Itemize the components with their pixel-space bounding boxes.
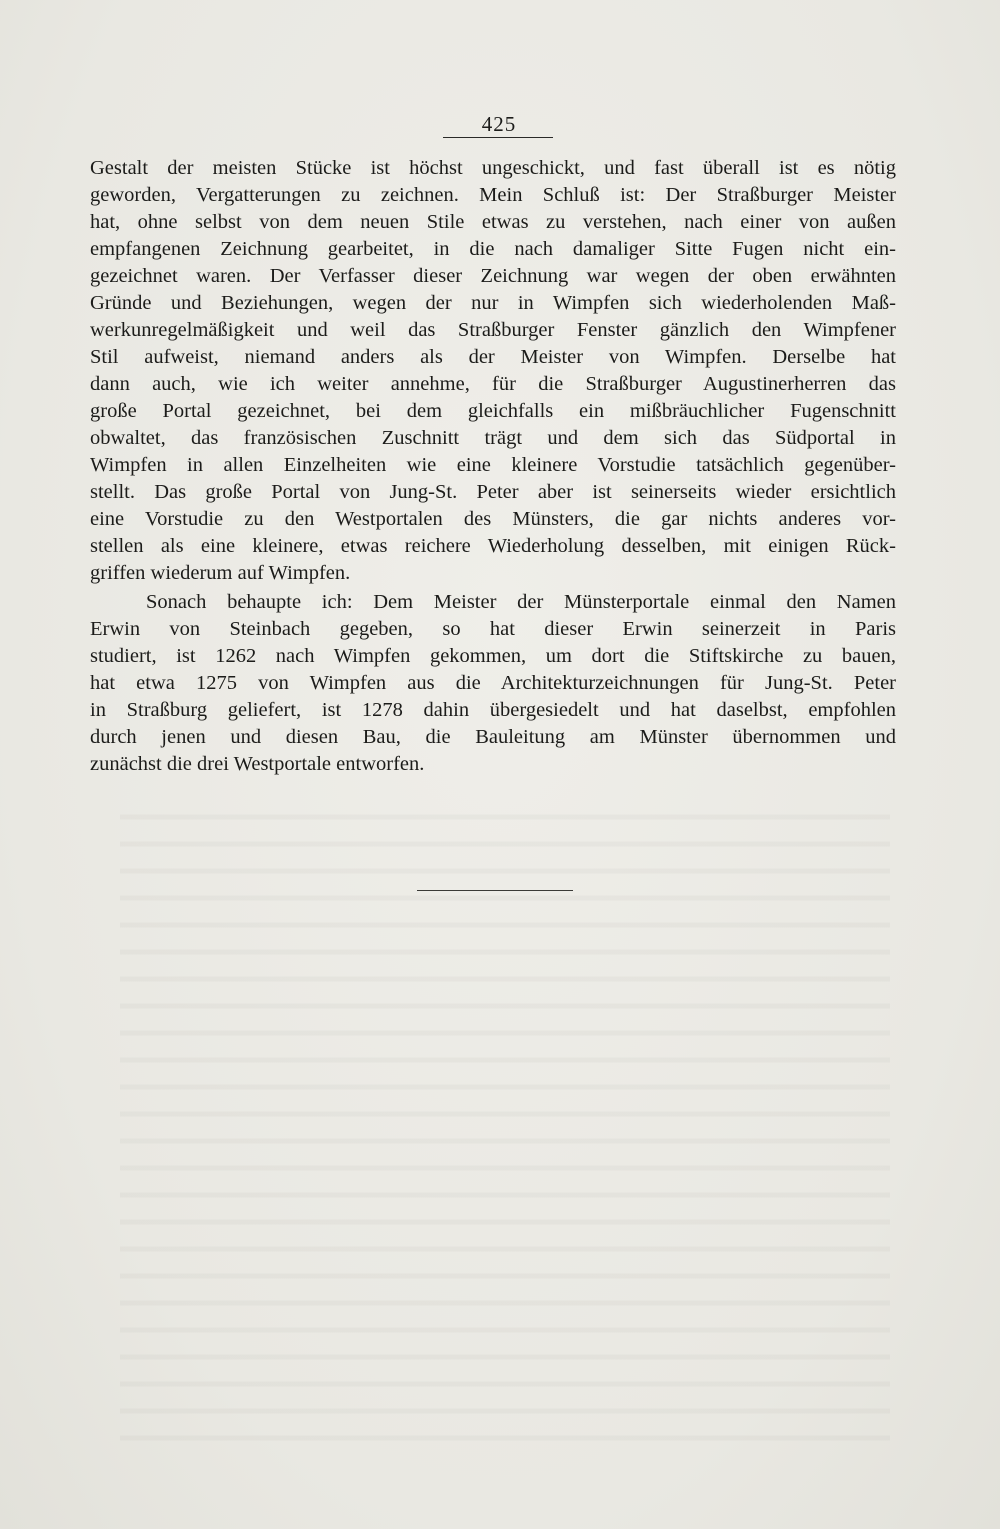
- text-line: geworden, Vergatterungen zu zeichnen. Mein Schluß ist: Der Straßburger Meister: [90, 184, 896, 206]
- paragraph: [90, 589, 896, 778]
- text-line: große Portal gezeichnet, bei dem gleichfalls ein mißbräuchlicher Fugenschnitt: [90, 400, 896, 422]
- text-line: gezeichnet waren. Der Verfasser dieser Zeichnung war wegen der oben erwähnten: [90, 265, 896, 287]
- section-end-rule: [417, 890, 573, 891]
- text-line: Gründe und Beziehungen, wegen der nur in Wimpfen sich wiederholenden Maß-: [90, 292, 896, 314]
- text-line: zunächst die drei Westportale entworfen.: [90, 753, 425, 775]
- text-line: griffen wiederum auf Wimpfen.: [90, 562, 351, 584]
- main-text: [90, 155, 896, 778]
- text-line: stellt. Das große Portal von Jung-St. Peter aber ist seinerseits wieder ersichtlich: [90, 481, 896, 503]
- paragraph: [90, 155, 896, 587]
- text-line: Sonach behaupte ich: Dem Meister der Münsterportale einmal den Namen: [146, 591, 896, 613]
- text-line: empfangenen Zeichnung gearbeitet, in die nach damaliger Sitte Fugen nicht ein-: [90, 238, 896, 260]
- page-number: 425: [481, 112, 517, 136]
- text-line: studiert, ist 1262 nach Wimpfen gekommen, um dort die Stiftskirche zu bauen,: [90, 645, 896, 667]
- text-line: Gestalt der meisten Stücke ist höchst ungeschickt, und fast überall ist es nötig: [90, 157, 896, 179]
- text-line: obwaltet, das französischen Zuschnitt trägt und dem sich das Südportal in: [90, 427, 896, 449]
- text-line: in Straßburg geliefert, ist 1278 dahin übergesiedelt und hat daselbst, empfohlen: [90, 699, 896, 721]
- text-line: durch jenen und diesen Bau, die Bauleitung am Münster übernommen und: [90, 726, 896, 748]
- text-line: stellen als eine kleinere, etwas reichere Wiederholung desselben, mit einigen Rück-: [90, 535, 896, 557]
- text-line: werkunregelmäßigkeit und weil das Straßburger Fenster gänzlich den Wimpfener: [90, 319, 896, 341]
- text-line: Stil aufweist, niemand anders als der Meister von Wimpfen. Derselbe hat: [90, 346, 896, 368]
- text-line: Erwin von Steinbach gegeben, so hat dieser Erwin seinerzeit in Paris: [90, 618, 896, 640]
- text-line: dann auch, wie ich weiter annehme, für die Straßburger Augustinerherren das: [90, 373, 896, 395]
- text-line: eine Vorstudie zu den Westportalen des Münsters, die gar nichts anderes vor-: [90, 508, 896, 530]
- text-line: hat etwa 1275 von Wimpfen aus die Architekturzeichnungen für Jung-St. Peter: [90, 672, 896, 694]
- page-number-rule: [443, 137, 553, 138]
- text-line: hat, ohne selbst von dem neuen Stile etwas zu verstehen, nach einer von außen: [90, 211, 896, 233]
- show-through-texture: [120, 800, 890, 1460]
- text-line: Wimpfen in allen Einzelheiten wie eine kleinere Vorstudie tatsächlich gegenüber-: [90, 454, 896, 476]
